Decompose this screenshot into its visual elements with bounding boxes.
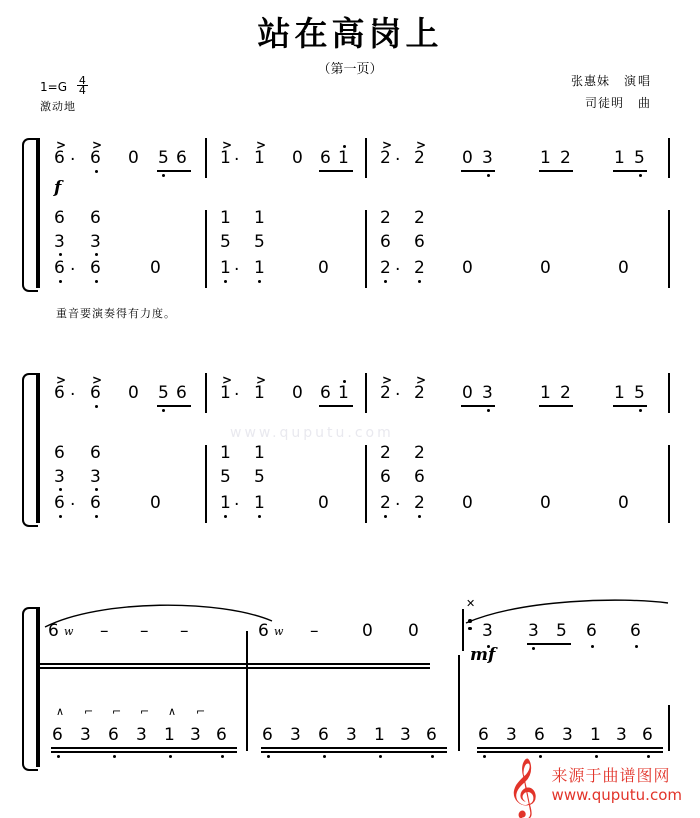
melody-note: 0 <box>362 621 373 641</box>
melody-note: 0 <box>128 383 139 403</box>
tempo-marking: 激动地 <box>40 100 76 113</box>
bass-note: 3 <box>136 725 147 745</box>
barline <box>365 138 367 178</box>
bass-note: 2 <box>414 208 425 228</box>
treble-clef-icon: 𝄞 <box>507 758 539 818</box>
octave-dot-low <box>595 755 598 758</box>
accent-mark: > <box>416 138 427 152</box>
barline <box>205 373 207 413</box>
time-signature-denominator: 4 <box>78 84 86 97</box>
system-right-barline <box>668 210 670 288</box>
augmentation-dot: · <box>234 495 240 515</box>
beam-line <box>319 405 353 407</box>
bass-note: 1 <box>254 493 265 513</box>
barline <box>458 655 460 751</box>
bass-note: 6 <box>478 725 489 745</box>
credit-role: 演唱 <box>623 74 652 88</box>
beam-line <box>51 751 237 753</box>
bass-note: 6 <box>414 467 425 487</box>
augmentation-dot: · <box>395 150 401 170</box>
segno-icon: ✕ <box>466 597 476 610</box>
melody-note: 5 <box>634 383 645 403</box>
bass-note: 0 <box>150 493 161 513</box>
watermark: www.quputu.com <box>230 425 394 441</box>
octave-dot-low <box>591 645 594 648</box>
bass-note: 0 <box>318 493 329 513</box>
octave-dot-low <box>487 174 490 177</box>
octave-dot-low <box>379 755 382 758</box>
melody-note: 3 <box>482 621 493 641</box>
duration-dash: – <box>100 621 109 641</box>
augmentation-dot: · <box>395 260 401 280</box>
bass-note: 6 <box>642 725 653 745</box>
bass-note: 6 <box>534 725 545 745</box>
melody-note: 1 <box>614 383 625 403</box>
repeat-dots <box>468 615 472 634</box>
articulation-mark: ⌐ <box>84 705 94 718</box>
octave-dot-low <box>59 280 62 283</box>
bass-note: 5 <box>220 232 231 252</box>
melody-note: 0 <box>292 383 303 403</box>
bass-note: 5 <box>254 232 265 252</box>
melody-note: 6 <box>176 383 187 403</box>
bass-note: 3 <box>616 725 627 745</box>
repeat-barline <box>462 609 464 651</box>
vibrato-mark: w <box>64 625 74 638</box>
melody-note: 5 <box>158 148 169 168</box>
beam-line <box>539 405 573 407</box>
beam-line <box>613 170 647 172</box>
bass-note: 6 <box>380 232 391 252</box>
melody-note: 6 <box>90 148 101 168</box>
barline <box>205 210 207 288</box>
bass-note: 1 <box>220 258 231 278</box>
accent-mark: > <box>56 138 67 152</box>
page-subtitle: （第一页） <box>317 62 383 77</box>
octave-dot-low <box>95 488 98 491</box>
slur-arc <box>40 599 280 631</box>
bass-note: 0 <box>618 258 629 278</box>
bass-note: 6 <box>90 208 101 228</box>
octave-dot-low <box>639 174 642 177</box>
melody-note: 1 <box>338 383 349 403</box>
beam-line <box>261 751 447 753</box>
accent-mark: > <box>382 373 393 387</box>
melody-note: 6 <box>320 148 331 168</box>
octave-dot-low <box>647 755 650 758</box>
time-signature <box>77 76 88 95</box>
melody-note: 1 <box>338 148 349 168</box>
credit-row <box>571 70 652 92</box>
octave-dot-low <box>483 755 486 758</box>
augmentation-dot: · <box>70 260 76 280</box>
beam-line <box>319 170 353 172</box>
melody-note: 0 <box>462 148 473 168</box>
bass-note: 1 <box>254 258 265 278</box>
system-1 <box>0 130 700 310</box>
melody-note: 1 <box>540 383 551 403</box>
melody-note: 2 <box>380 148 391 168</box>
octave-dot-low <box>95 253 98 256</box>
credit-name: 张惠妹 <box>570 74 610 88</box>
octave-dot-low <box>323 755 326 758</box>
key-signature <box>40 74 88 97</box>
octave-dot-low <box>418 515 421 518</box>
melody-note: 1 <box>254 148 265 168</box>
system-left-barline <box>36 373 40 523</box>
melody-note: 6 <box>54 383 65 403</box>
melody-note: 1 <box>220 383 231 403</box>
melody-note: 6 <box>258 621 269 641</box>
beam-line <box>539 170 573 172</box>
articulation-mark: ⌐ <box>140 705 150 718</box>
augmentation-dot: · <box>395 495 401 515</box>
melody-note: 6 <box>90 383 101 403</box>
octave-dot-low <box>95 405 98 408</box>
bass-note: 6 <box>54 493 65 513</box>
octave-dot-low <box>639 409 642 412</box>
bass-note: 6 <box>54 258 65 278</box>
performance-note: 重音要演奏得有力度。 <box>56 307 176 320</box>
octave-dot-low <box>532 647 535 650</box>
articulation-mark: ⌐ <box>196 705 206 718</box>
melody-note: 1 <box>254 383 265 403</box>
accent-mark: > <box>222 138 233 152</box>
melody-note: 0 <box>128 148 139 168</box>
credit-role: 曲 <box>637 96 652 110</box>
octave-dot-low <box>267 755 270 758</box>
sustain-line <box>40 663 430 665</box>
bass-note: 6 <box>108 725 119 745</box>
duration-dash: – <box>310 621 319 641</box>
augmentation-dot: · <box>234 385 240 405</box>
bass-note: 3 <box>346 725 357 745</box>
octave-dot-low <box>95 515 98 518</box>
melody-note: 6 <box>48 621 59 641</box>
dynamic-mezzo-forte: mf <box>470 645 496 665</box>
bass-note: 3 <box>90 232 101 252</box>
melody-note: 0 <box>292 148 303 168</box>
bass-note: 5 <box>220 467 231 487</box>
system-right-barline <box>668 138 670 178</box>
accent-mark: > <box>256 138 267 152</box>
octave-dot-low <box>635 645 638 648</box>
logo-line-2: www.quputu.com <box>551 786 682 804</box>
bass-note: 3 <box>90 467 101 487</box>
bass-note: 2 <box>380 258 391 278</box>
accent-mark: > <box>416 373 427 387</box>
augmentation-dot: · <box>395 385 401 405</box>
melody-note: 1 <box>540 148 551 168</box>
system-right-barline <box>668 373 670 413</box>
bass-note: 6 <box>54 443 65 463</box>
octave-dot-low <box>418 280 421 283</box>
bass-note: 2 <box>414 493 425 513</box>
bass-note: 2 <box>380 443 391 463</box>
barline <box>365 445 367 523</box>
octave-dot-low <box>221 755 224 758</box>
bass-note: 1 <box>590 725 601 745</box>
octave-dot-low <box>59 515 62 518</box>
melody-note: 5 <box>556 621 567 641</box>
melody-note: 2 <box>414 148 425 168</box>
bass-note: 6 <box>90 493 101 513</box>
duration-dash: – <box>180 621 189 641</box>
octave-dot-low <box>162 174 165 177</box>
accent-mark: > <box>92 138 103 152</box>
credits <box>571 70 652 114</box>
bass-note: 1 <box>220 443 231 463</box>
barline <box>205 445 207 523</box>
octave-dot-low <box>59 253 62 256</box>
bass-note: 6 <box>426 725 437 745</box>
bass-note: 3 <box>290 725 301 745</box>
melody-note: 2 <box>560 148 571 168</box>
bass-note: 0 <box>318 258 329 278</box>
accent-mark: > <box>222 373 233 387</box>
bass-note: 0 <box>540 493 551 513</box>
octave-dot-low <box>384 515 387 518</box>
bass-note: 2 <box>414 258 425 278</box>
bass-note: 6 <box>318 725 329 745</box>
augmentation-dot: · <box>70 385 76 405</box>
augmentation-dot: · <box>234 260 240 280</box>
melody-note: 2 <box>560 383 571 403</box>
articulation-mark: ∧ <box>56 705 65 718</box>
melody-note: 0 <box>408 621 419 641</box>
bass-note: 6 <box>90 443 101 463</box>
bass-note: 2 <box>380 208 391 228</box>
vibrato-mark: w <box>274 625 284 638</box>
melody-note: 1 <box>614 148 625 168</box>
beam-line <box>461 405 495 407</box>
bass-note: 3 <box>190 725 201 745</box>
dynamic-forte: f <box>54 178 62 198</box>
bass-note: 3 <box>506 725 517 745</box>
system-3 <box>0 595 700 785</box>
bass-note: 6 <box>52 725 63 745</box>
bass-note: 6 <box>216 725 227 745</box>
bass-note: 3 <box>562 725 573 745</box>
melody-note: 6 <box>586 621 597 641</box>
octave-dot-high <box>343 380 346 383</box>
octave-dot-high <box>343 145 346 148</box>
bass-note: 6 <box>54 208 65 228</box>
bass-note: 1 <box>164 725 175 745</box>
barline <box>365 373 367 413</box>
beam-line <box>461 170 495 172</box>
melody-note: 3 <box>528 621 539 641</box>
logo-line-1: 来源于曲谱图网 <box>551 766 671 785</box>
octave-dot-low <box>384 280 387 283</box>
bass-note: 1 <box>220 493 231 513</box>
page-title: 站在高岗上 <box>257 14 443 53</box>
octave-dot-low <box>224 515 227 518</box>
site-logo[interactable] <box>507 758 682 818</box>
barline <box>365 210 367 288</box>
articulation-mark: ⌐ <box>112 705 122 718</box>
beam-line <box>261 747 447 749</box>
octave-dot-low <box>539 755 542 758</box>
melody-note: 6 <box>320 383 331 403</box>
beam-line <box>477 747 663 749</box>
duration-dash: – <box>140 621 149 641</box>
bass-note: 3 <box>80 725 91 745</box>
accent-mark: > <box>382 138 393 152</box>
beam-line <box>157 170 191 172</box>
melody-note: 6 <box>54 148 65 168</box>
accent-mark: > <box>256 373 267 387</box>
melody-note: 5 <box>158 383 169 403</box>
melody-note: 6 <box>176 148 187 168</box>
octave-dot-low <box>59 488 62 491</box>
system-left-barline <box>36 138 40 288</box>
bass-note: 1 <box>254 208 265 228</box>
melody-note: 3 <box>482 148 493 168</box>
bass-note: 1 <box>220 208 231 228</box>
bass-note: 6 <box>90 258 101 278</box>
beam-line <box>477 751 663 753</box>
bass-note: 0 <box>618 493 629 513</box>
bass-note: 0 <box>462 258 473 278</box>
melody-note: 3 <box>482 383 493 403</box>
beam-line <box>527 643 571 645</box>
bass-note: 6 <box>262 725 273 745</box>
bass-note: 3 <box>54 467 65 487</box>
melody-note: 5 <box>634 148 645 168</box>
octave-dot-low <box>162 409 165 412</box>
credit-row <box>571 92 652 114</box>
bass-note: 0 <box>540 258 551 278</box>
melody-note: 2 <box>380 383 391 403</box>
system-left-barline <box>36 607 40 767</box>
beam-line <box>157 405 191 407</box>
melody-note: 2 <box>414 383 425 403</box>
bass-note: 0 <box>150 258 161 278</box>
octave-dot-low <box>169 755 172 758</box>
bass-note: 2 <box>414 443 425 463</box>
augmentation-dot: · <box>70 495 76 515</box>
octave-dot-low <box>113 755 116 758</box>
augmentation-dot: · <box>234 150 240 170</box>
accent-mark: > <box>92 373 103 387</box>
time-signature-numerator: 4 <box>78 74 86 87</box>
bass-note: 5 <box>254 467 265 487</box>
octave-dot-low <box>487 409 490 412</box>
barline <box>205 138 207 178</box>
bass-note: 1 <box>254 443 265 463</box>
bass-note: 6 <box>380 467 391 487</box>
beam-line <box>613 405 647 407</box>
octave-dot-low <box>431 755 434 758</box>
octave-dot-low <box>224 280 227 283</box>
bass-note: 2 <box>380 493 391 513</box>
bass-note: 3 <box>54 232 65 252</box>
beam-line <box>51 747 237 749</box>
sustain-line <box>40 667 430 669</box>
octave-dot-low <box>95 280 98 283</box>
melody-note: 6 <box>630 621 641 641</box>
credit-name: 司徒明 <box>584 96 624 110</box>
key-label: 1=G <box>40 80 67 94</box>
system-2 <box>0 365 700 545</box>
octave-dot-low <box>258 280 261 283</box>
system-right-barline <box>668 445 670 523</box>
accent-mark: > <box>56 373 67 387</box>
octave-dot-low <box>57 755 60 758</box>
bass-note: 6 <box>414 232 425 252</box>
melody-note: 1 <box>220 148 231 168</box>
articulation-mark: ∧ <box>168 705 177 718</box>
barline <box>246 631 248 751</box>
octave-dot-low <box>258 515 261 518</box>
octave-dot-low <box>95 170 98 173</box>
bass-note: 1 <box>374 725 385 745</box>
augmentation-dot: · <box>70 150 76 170</box>
bass-note: 0 <box>462 493 473 513</box>
melody-note: 0 <box>462 383 473 403</box>
system-right-barline <box>668 705 670 751</box>
bass-note: 3 <box>400 725 411 745</box>
